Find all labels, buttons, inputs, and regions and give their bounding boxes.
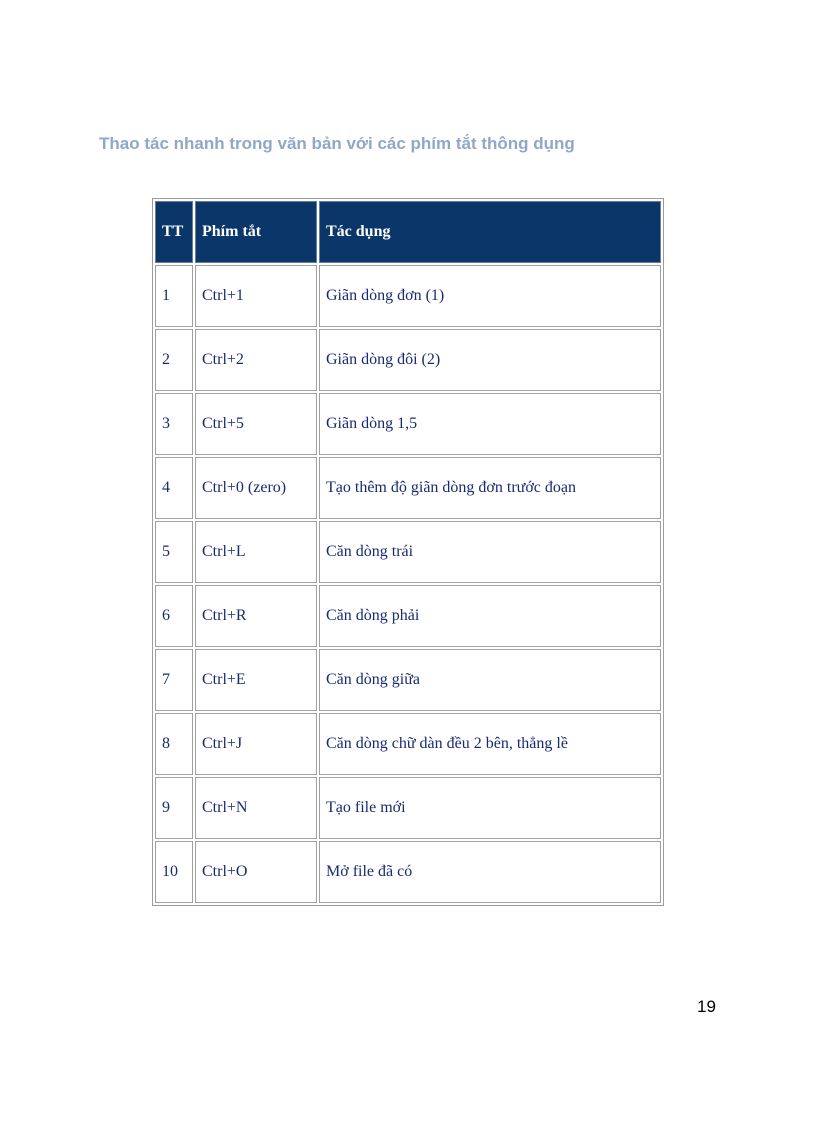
cell-effect: Căn dòng chữ dàn đều 2 bên, thẳng lề — [319, 713, 661, 775]
cell-effect: Giãn dòng 1,5 — [319, 393, 661, 455]
table-row — [155, 393, 661, 455]
header-tt: TT — [155, 201, 193, 263]
cell-tt: 3 — [155, 393, 193, 455]
cell-effect: Giãn dòng đơn (1) — [319, 265, 661, 327]
page-number: 19 — [697, 997, 716, 1016]
cell-tt: 10 — [155, 841, 193, 903]
cell-shortcut: Ctrl+J — [195, 713, 317, 775]
cell-effect: Mở file đã có — [319, 841, 661, 903]
cell-shortcut: Ctrl+L — [195, 521, 317, 583]
cell-effect: Tạo file mới — [319, 777, 661, 839]
cell-tt: 5 — [155, 521, 193, 583]
cell-tt: 4 — [155, 457, 193, 519]
cell-shortcut: Ctrl+0 (zero) — [195, 457, 317, 519]
cell-tt: 9 — [155, 777, 193, 839]
table-header-row — [155, 201, 661, 263]
table-row — [155, 585, 661, 647]
table-row — [155, 841, 661, 903]
cell-tt: 8 — [155, 713, 193, 775]
table-row — [155, 649, 661, 711]
cell-tt: 1 — [155, 265, 193, 327]
cell-effect: Giãn dòng đôi (2) — [319, 329, 661, 391]
cell-shortcut: Ctrl+5 — [195, 393, 317, 455]
table-row — [155, 521, 661, 583]
table-row — [155, 329, 661, 391]
table-row — [155, 713, 661, 775]
cell-shortcut: Ctrl+R — [195, 585, 317, 647]
section-title: Thao tác nhanh trong văn bản với các phím tắt thông dụng — [99, 134, 575, 153]
shortcut-table — [153, 199, 663, 905]
cell-tt: 7 — [155, 649, 193, 711]
table-row — [155, 777, 661, 839]
header-effect: Tác dụng — [319, 201, 661, 263]
cell-shortcut: Ctrl+N — [195, 777, 317, 839]
header-shortcut: Phím tắt — [195, 201, 317, 263]
table-row — [155, 265, 661, 327]
shortcut-table-container — [152, 198, 664, 906]
table-row — [155, 457, 661, 519]
cell-effect: Căn dòng trái — [319, 521, 661, 583]
cell-tt: 6 — [155, 585, 193, 647]
cell-shortcut: Ctrl+1 — [195, 265, 317, 327]
cell-effect: Căn dòng phải — [319, 585, 661, 647]
cell-shortcut: Ctrl+E — [195, 649, 317, 711]
cell-effect: Căn dòng giữa — [319, 649, 661, 711]
cell-shortcut: Ctrl+O — [195, 841, 317, 903]
cell-shortcut: Ctrl+2 — [195, 329, 317, 391]
cell-effect: Tạo thêm độ giãn dòng đơn trước đoạn — [319, 457, 661, 519]
cell-tt: 2 — [155, 329, 193, 391]
